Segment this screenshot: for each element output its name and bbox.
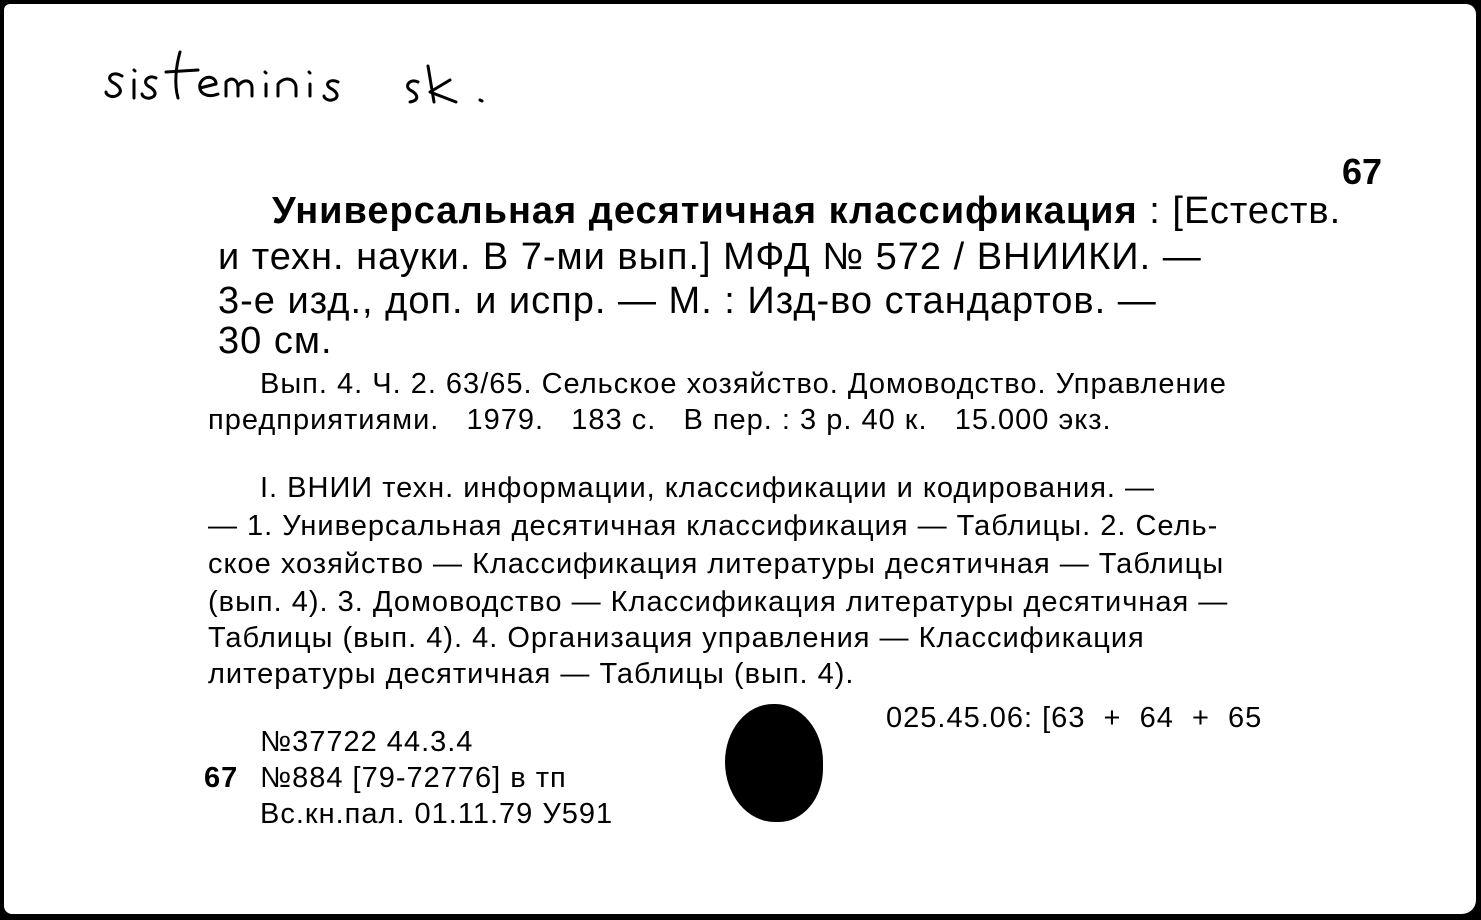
registry-line-1: №37722 44.3.4 (260, 726, 474, 758)
udc-index: 025.45.06: [63 + 64 + 65 (886, 702, 1263, 734)
registry-line-3: Вс.кн.пал. 01.11.79 У591 (260, 798, 614, 830)
title-line-1-rest: : [Естеств. (1137, 190, 1342, 232)
title-line-2: и техн. науки. В 7-ми вып.] МФД № 572 / ВНИИКИ. — (218, 236, 1202, 278)
handwritten-note (104, 44, 524, 114)
punch-hole (725, 704, 823, 822)
registry-line-2-prefix: 67 (204, 762, 239, 794)
subjects-line-2: — 1. Универсальная десятичная классификация — Таблицы. 2. Сель- (208, 510, 1219, 542)
subjects-line-4: (вып. 4). 3. Домоводство — Классификация литературы десятичная — (208, 586, 1229, 618)
subjects-line-6: литературы десятичная — Таблицы (вып. 4). (208, 658, 855, 690)
call-number: 67 (1342, 151, 1383, 192)
subjects-line-5: Таблицы (вып. 4). 4. Организация управления — Классификация (208, 622, 1145, 654)
registry-line-2: №884 [79-72776] в тп (260, 762, 567, 794)
volume-line-1: Вып. 4. Ч. 2. 63/65. Сельское хозяйство. Домоводство. Управление (260, 368, 1227, 400)
title-line-3: 3-е изд., доп. и испр. — М. : Изд-во стандартов. — (218, 280, 1157, 322)
volume-line-2: предприятиями. 1979. 183 с. В пер. : 3 р. 40 к. 15.000 экз. (208, 404, 1112, 436)
title-line-4: 30 см. (218, 320, 333, 362)
subjects-line-3: ское хозяйство — Классификация литературы десятичная — Таблицы (208, 548, 1225, 580)
catalog-card (4, 4, 1476, 914)
title-line-1 (272, 192, 1341, 230)
title-main: Универсальная десятичная классификация (272, 190, 1138, 232)
subjects-line-1: I. ВНИИ техн. информации, классификации и кодирования. — (260, 472, 1156, 504)
